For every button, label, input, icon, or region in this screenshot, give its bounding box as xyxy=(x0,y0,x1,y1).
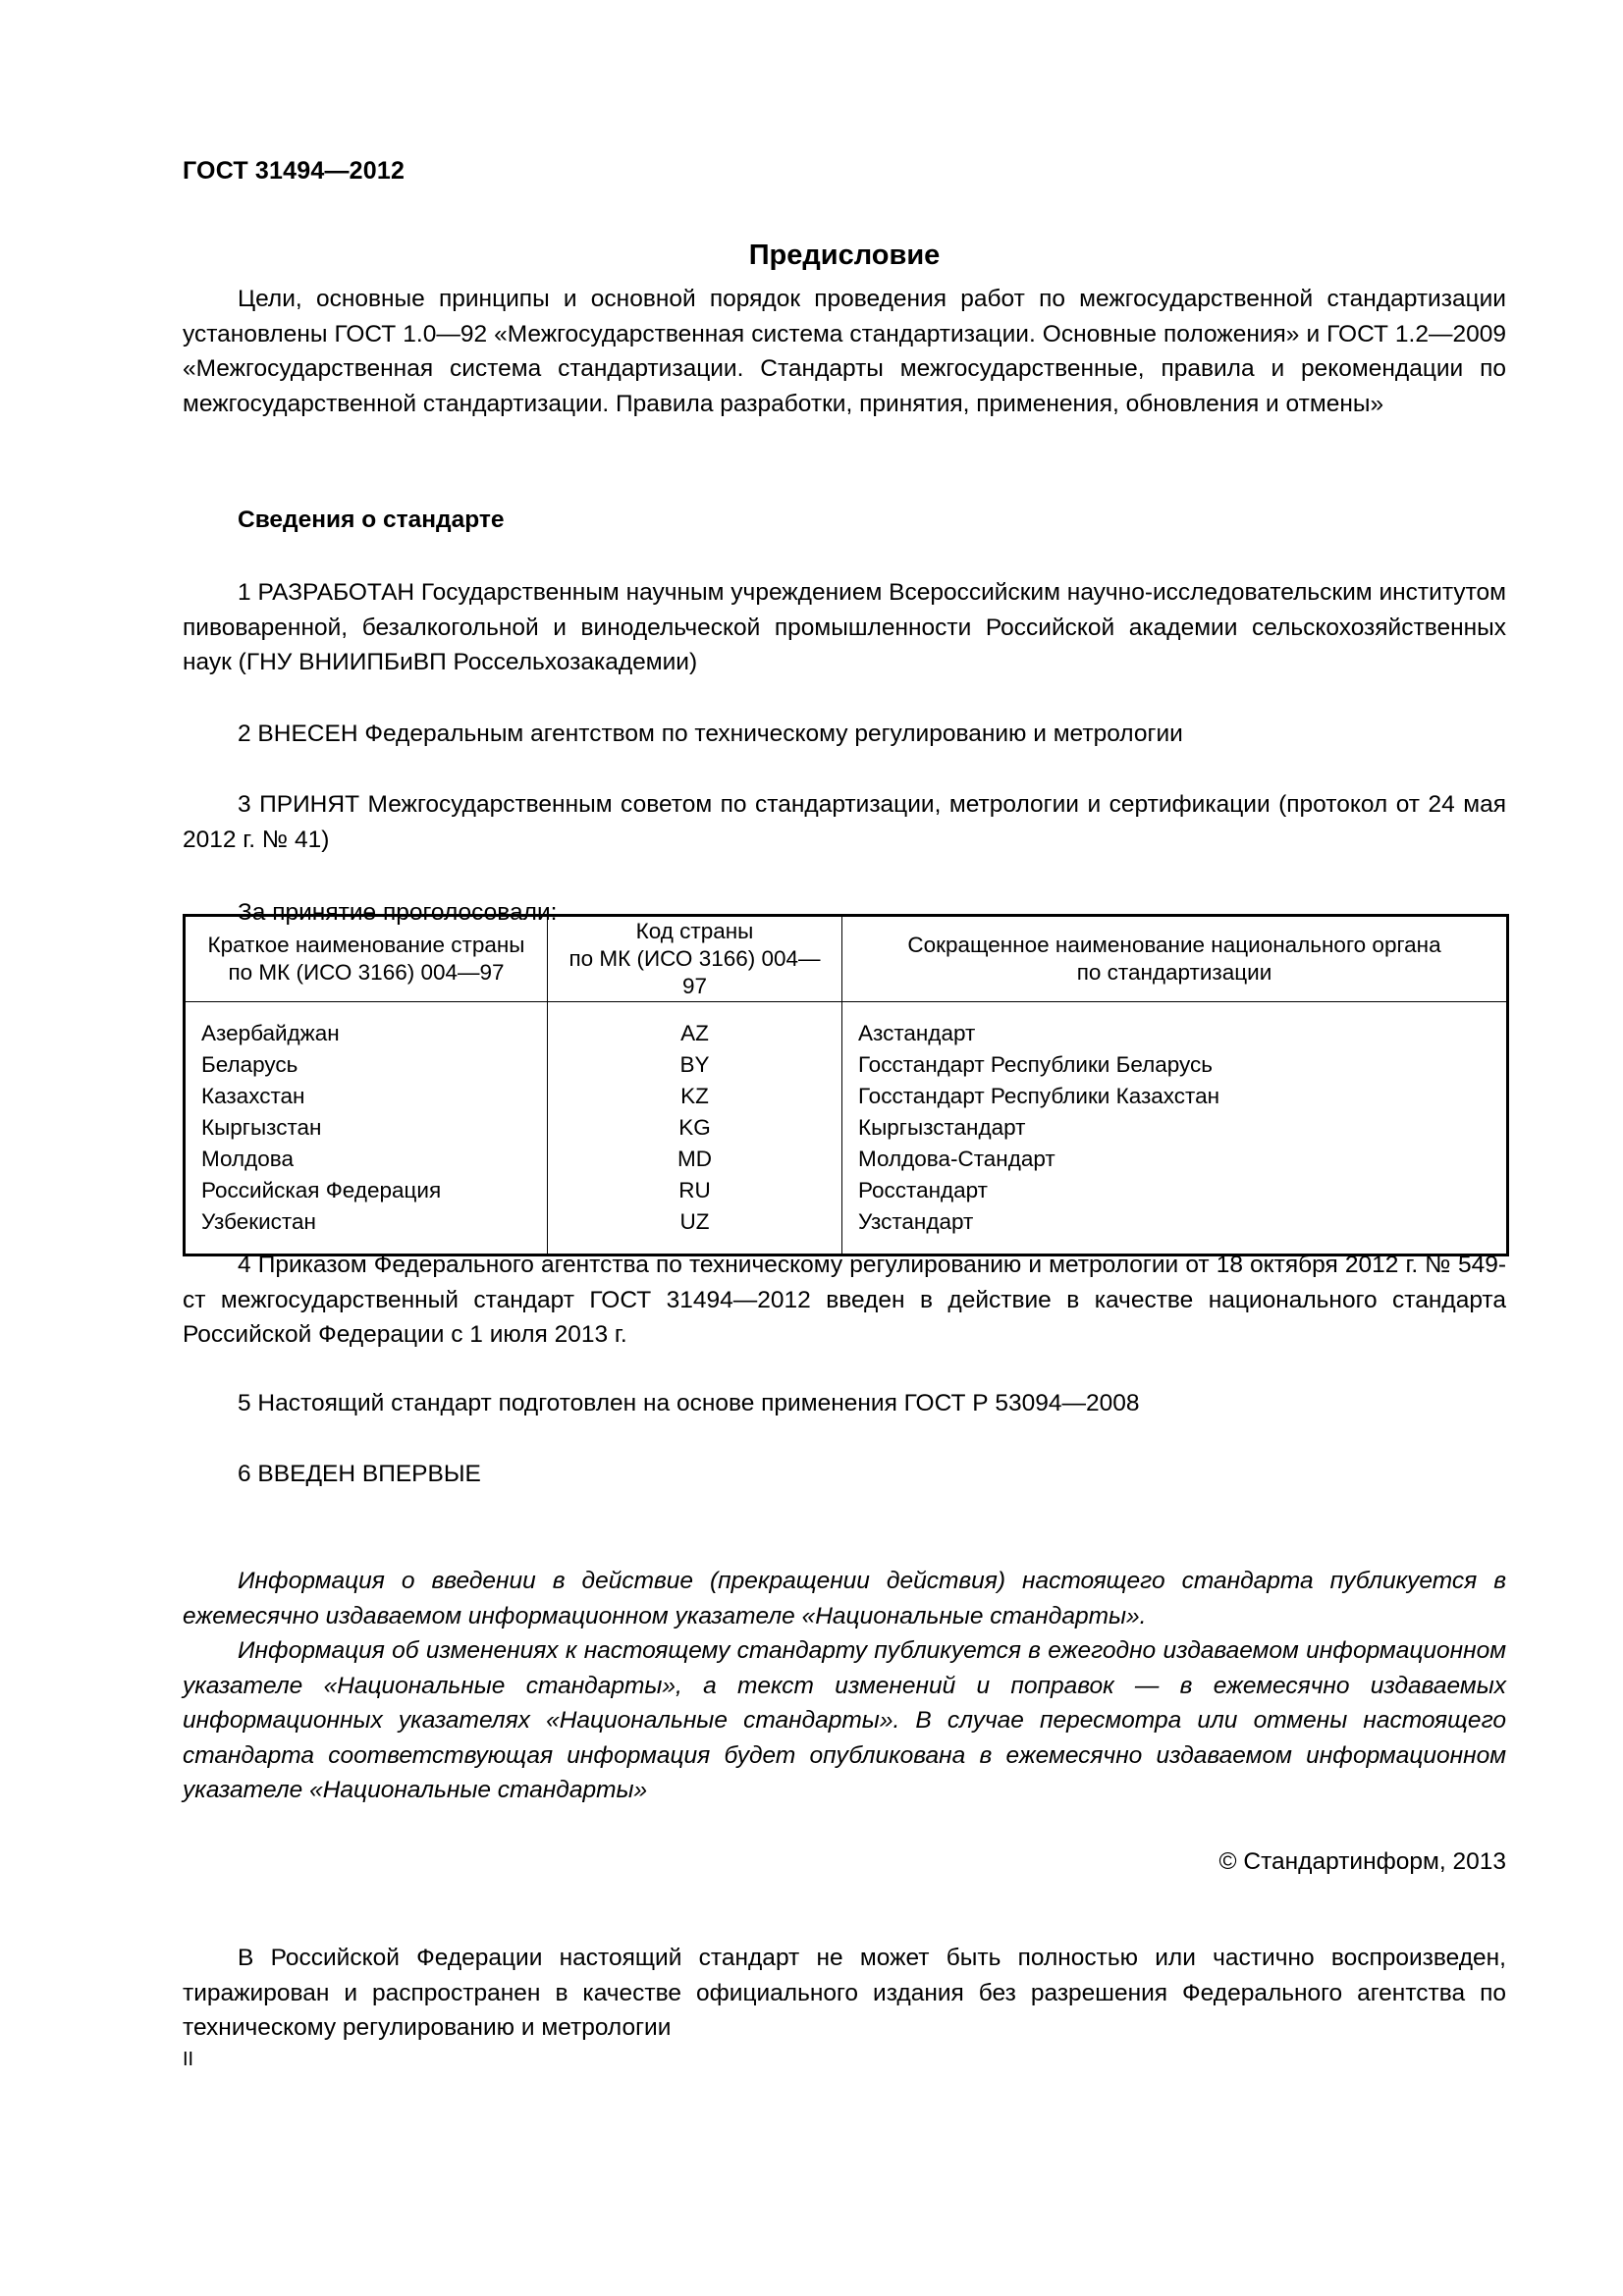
standard-info-item-4: 4 Приказом Федерального агентства по техническому регулированию и метрологии от 18 октября 2012 г. № 549-ст межгосударственный стандарт ГОСТ 31494—2012 введен в действие в качестве национального стандарта Российской Федерации с 1 июля 2013 г. xyxy=(183,1252,1506,1348)
page-title: Предисловие xyxy=(748,240,941,272)
column-header-country-line2: по МК (ИСО 3166) 004—97 xyxy=(228,960,505,985)
cell-country: Беларусь xyxy=(185,1049,548,1081)
cell-agency: Молдова-Стандарт xyxy=(842,1144,1508,1175)
column-header-agency-line1: Сокращенное наименование национального органа xyxy=(907,933,1441,957)
cell-agency: Узстандарт xyxy=(842,1206,1508,1255)
column-header-code-line2: по МК (ИСО 3166) 004—97 xyxy=(568,946,821,998)
cell-code: RU xyxy=(548,1175,842,1206)
table-body xyxy=(185,1002,1508,1255)
page-number: II xyxy=(183,2049,194,2070)
cell-agency: Госстандарт Республики Беларусь xyxy=(842,1049,1508,1081)
standard-info-item-5: 5 Настоящий стандарт подготовлен на основе применения ГОСТ Р 53094—2008 xyxy=(238,1390,1140,1416)
column-header-agency xyxy=(842,916,1508,1002)
cell-code: AZ xyxy=(548,1002,842,1050)
cell-country: Молдова xyxy=(185,1144,548,1175)
column-header-code xyxy=(548,916,842,1002)
standard-info-item-3: 3 ПРИНЯТ Межгосударственным советом по стандартизации, метрологии и сертификации (протокол от 24 мая 2012 г. № 41) xyxy=(183,791,1506,853)
cell-country: Узбекистан xyxy=(185,1206,548,1255)
table-row xyxy=(185,1175,1508,1206)
table-header-row xyxy=(185,916,1508,1002)
cell-agency: Азстандарт xyxy=(842,1002,1508,1050)
intro-paragraph: Цели, основные принципы и основной порядок проведения работ по межгосударственной стандартизации установлены ГОСТ 1.0—92 «Межгосударственная система стандартизации. Основные положения» и ГОСТ 1.2—2009 «Межгосударственная система стандартизации. Стандарты межгосударственные, правила и рекомендации по межгосударственной стандартизации. Правила разработки, принятия, применения, обновления и отмены» xyxy=(183,286,1506,417)
cell-country: Российская Федерация xyxy=(185,1175,548,1206)
cell-code: KZ xyxy=(548,1081,842,1112)
cell-agency: Росстандарт xyxy=(842,1175,1508,1206)
table-row xyxy=(185,1144,1508,1175)
table-row xyxy=(185,1081,1508,1112)
rights-paragraph: В Российской Федерации настоящий стандарт не может быть полностью или частично воспроизведен, тиражирован и распространен в качестве официального издания без разрешения Федерального агентства по техническому регулированию и метрологии xyxy=(183,1945,1506,2041)
voting-countries-table xyxy=(183,914,1509,1256)
notice-paragraph-1: Информация о введении в действие (прекращении действия) настоящего стандарта публикуется в ежемесячно издаваемом информационном указателе «Национальные стандарты». xyxy=(183,1568,1506,1629)
column-header-country xyxy=(185,916,548,1002)
cell-code: UZ xyxy=(548,1206,842,1255)
vote-caption: За принятие проголосовали: xyxy=(238,899,558,926)
cell-country: Азербайджан xyxy=(185,1002,548,1050)
copyright-line: © Стандартинформ, 2013 xyxy=(1218,1848,1506,1875)
notice-paragraph-2: Информация об изменениях к настоящему стандарту публикуется в ежегодно издаваемом информационном указателе «Национальные стандарты», а текст изменений и поправок — в ежемесячно издаваемых информационных указателях «Национальные стандарты». В случае пересмотра или отмены настоящего стандарта соответствующая информация будет опубликована в ежемесячно издаваемом информационном указателе «Национальные стандарты» xyxy=(183,1637,1506,1803)
cell-country: Кыргызстан xyxy=(185,1112,548,1144)
cell-code: MD xyxy=(548,1144,842,1175)
table-header xyxy=(185,916,1508,1002)
column-header-country-line1: Краткое наименование страны xyxy=(207,933,525,957)
standard-number-header: ГОСТ 31494—2012 xyxy=(183,157,406,185)
cell-agency: Госстандарт Республики Казахстан xyxy=(842,1081,1508,1112)
standard-info-item-6: 6 ВВЕДЕН ВПЕРВЫЕ xyxy=(238,1461,481,1487)
standard-info-heading: Сведения о стандарте xyxy=(238,507,505,533)
table-row xyxy=(185,1112,1508,1144)
standard-info-item-1: 1 РАЗРАБОТАН Государственным научным учреждением Всероссийским научно-исследовательским институтом пивоваренной, безалкогольной и винодельческой промышленности Российской академии сельскохозяйственных наук (ГНУ ВНИИПБиВП Россельхозакадемии) xyxy=(183,579,1506,675)
standard-info-item-2: 2 ВНЕСЕН Федеральным агентством по техническому регулированию и метрологии xyxy=(238,721,1183,747)
table-row xyxy=(185,1002,1508,1050)
table-row xyxy=(185,1049,1508,1081)
column-header-code-line1: Код страны xyxy=(635,919,754,943)
cell-code: BY xyxy=(548,1049,842,1081)
cell-country: Казахстан xyxy=(185,1081,548,1112)
cell-agency: Кыргызстандарт xyxy=(842,1112,1508,1144)
cell-code: KG xyxy=(548,1112,842,1144)
column-header-agency-line2: по стандартизации xyxy=(1076,960,1272,985)
